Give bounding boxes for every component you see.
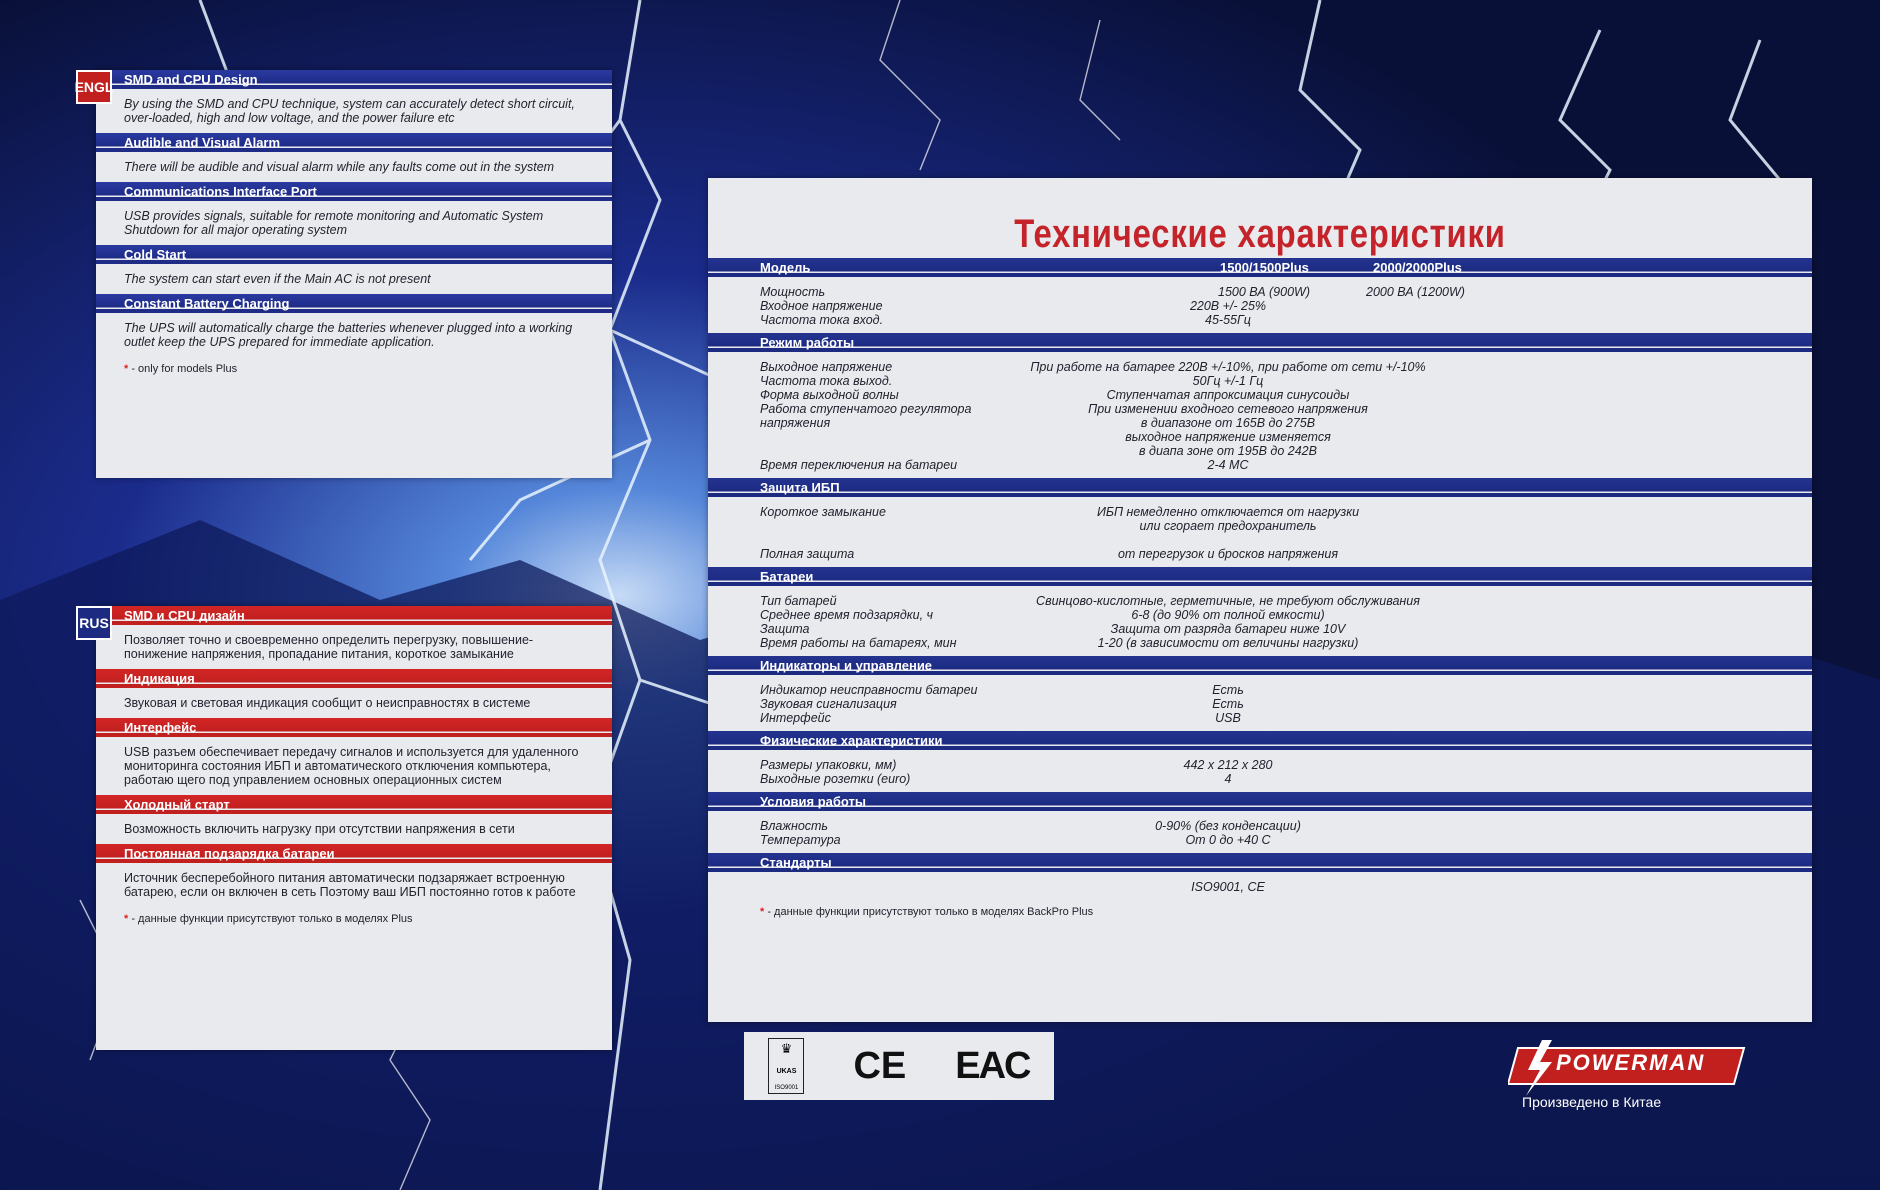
model-1500: 1500/1500Plus bbox=[1220, 260, 1309, 275]
spec-row bbox=[708, 711, 1812, 725]
spec-row bbox=[708, 313, 1812, 327]
spec-row bbox=[708, 388, 1812, 402]
spec-section-rows bbox=[708, 872, 1812, 900]
spec-row-label: Звуковая сигнализация bbox=[760, 697, 897, 711]
spec-row-label: Выходные розетки (euro) bbox=[760, 772, 911, 786]
russian-sections bbox=[96, 606, 612, 907]
feature-section-body: The UPS will automatically charge the batteries whenever plugged into a working outlet keep the UPS prepared for immediate application. bbox=[124, 321, 573, 349]
footnote-star-icon: * bbox=[124, 363, 129, 375]
spec-row-value: При изменении входного сетевого напряжения bbox=[1088, 402, 1368, 416]
spec-row-value: От 0 до +40 С bbox=[1185, 833, 1271, 847]
spec-rows-general bbox=[708, 277, 1812, 333]
spec-row-value: Ступенчатая аппроксимация синусоиды bbox=[1106, 388, 1350, 402]
spec-row-label: Время работы на батареях, мин bbox=[760, 636, 957, 650]
technical-specs-panel bbox=[708, 178, 1812, 1022]
spec-row-value: ИБП немедленно отключается от нагрузки bbox=[1096, 505, 1360, 519]
feature-section-body: Позволяет точно и своевременно определить перегрузку, повышение-понижение напряжения, пропадание питания, короткое замыкание bbox=[124, 633, 534, 661]
spec-row-label: Работа ступенчатого регулятора bbox=[760, 402, 972, 416]
spec-section-title: Режим работы bbox=[708, 333, 1812, 352]
spec-row-value: выходное напряжение изменяется bbox=[1125, 430, 1331, 444]
brand-name: POWERMAN bbox=[1556, 1050, 1706, 1075]
spec-row-value: USB bbox=[1215, 711, 1241, 725]
spec-row-value: 220В +/- 25% bbox=[1189, 299, 1267, 313]
spec-row bbox=[708, 299, 1812, 313]
feature-section-body: Звуковая и световая индикация сообщит о неисправностях в системе bbox=[124, 696, 531, 710]
spec-row bbox=[708, 402, 1812, 416]
spec-row-label: Тип батарей bbox=[760, 594, 837, 608]
spec-row-label: Частота тока выход. bbox=[760, 374, 893, 388]
spec-section-title: Защита ИБП bbox=[708, 478, 1812, 497]
feature-section-body: The system can start even if the Main AC is not present bbox=[124, 272, 431, 286]
spec-row bbox=[708, 880, 1812, 894]
spec-row bbox=[708, 374, 1812, 388]
spec-section-title: Условия работы bbox=[708, 792, 1812, 811]
spec-row-value: 45-55Гц bbox=[1205, 313, 1251, 327]
feature-section-title: Холодный старт bbox=[96, 795, 612, 814]
spec-section-rows bbox=[708, 352, 1812, 478]
spec-row-label: Полная защита bbox=[760, 547, 855, 561]
spec-row-value: Свинцово-кислотные, герметичные, не требуют обслуживания bbox=[1036, 594, 1420, 608]
spec-row-value: Защита от разряда батареи ниже 10V bbox=[1110, 622, 1346, 636]
spec-row bbox=[708, 505, 1812, 519]
spec-row bbox=[708, 458, 1812, 472]
spec-row bbox=[708, 444, 1812, 458]
spec-footnote: * - данные функции присутствуют только в моделях BackPro Plus bbox=[760, 906, 1094, 918]
model-2000: 2000/2000Plus bbox=[1373, 260, 1462, 275]
made-in-label: Произведено в Китае bbox=[1522, 1094, 1662, 1110]
spec-row-label: Индикатор неисправности батареи bbox=[760, 683, 978, 697]
spec-section-rows bbox=[708, 811, 1812, 853]
feature-section-title: SMD и CPU дизайн bbox=[96, 606, 612, 625]
spec-row-value: или сгорает предохранитель bbox=[1139, 519, 1317, 533]
spec-row-value: от перегрузок и бросков напряжения bbox=[1117, 547, 1339, 561]
feature-section-body: USB разъем обеспечивает передачу сигналов и используется для удаленного мониторинга состояния ИБП и автоматического отключения компьютера, работаю щего под управлением основных операционных систем bbox=[124, 745, 579, 787]
feature-section-title: Audible and Visual Alarm bbox=[96, 133, 612, 152]
feature-section-title: Communications Interface Port bbox=[96, 182, 612, 201]
spec-section-rows bbox=[708, 586, 1812, 656]
spec-row-label: Интерфейс bbox=[760, 711, 831, 725]
spec-row-value: 442 x 212 x 280 bbox=[1183, 758, 1273, 772]
spec-row-label: Форма выходной волны bbox=[760, 388, 899, 402]
spec-row-value: 6-8 (до 90% от полной емкости) bbox=[1131, 608, 1325, 622]
english-language-badge: ENGL bbox=[76, 70, 112, 104]
feature-section-title: Cold Start bbox=[96, 245, 612, 264]
spec-row-value: в диапа зоне от 195В до 242В bbox=[1139, 444, 1317, 458]
spec-section-title: Индикаторы и управление bbox=[708, 656, 1812, 675]
spec-row bbox=[708, 594, 1812, 608]
spec-row bbox=[708, 833, 1812, 847]
spec-row-value: ISO9001, CE bbox=[1191, 880, 1265, 894]
spec-row bbox=[708, 519, 1812, 533]
spec-section-rows bbox=[708, 497, 1812, 567]
spec-section-rows bbox=[708, 750, 1812, 792]
spec-row bbox=[708, 683, 1812, 697]
spec-row-value: в диапазоне от 165В до 275В bbox=[1140, 416, 1316, 430]
spec-row bbox=[708, 758, 1812, 772]
english-footnote: * - only for models Plus bbox=[124, 363, 238, 375]
ukas-crown-icon: ♛ bbox=[780, 1041, 793, 1056]
spec-row-label: Входное напряжение bbox=[760, 299, 883, 313]
russian-footnote: * - данные функции присутствуют только в моделях Plus bbox=[124, 913, 413, 925]
spec-section-title: Батареи bbox=[708, 567, 1812, 586]
spec-row bbox=[708, 636, 1812, 650]
spec-row bbox=[708, 533, 1812, 547]
specs-title: Технические характеристики bbox=[1014, 212, 1506, 256]
spec-row-label: Частота тока вход. bbox=[760, 313, 884, 327]
spec-row-label: Размеры упаковки, мм) bbox=[760, 758, 897, 772]
spec-section-title: Физические характеристики bbox=[708, 731, 1812, 750]
spec-row-label: Среднее время подзарядки, ч bbox=[760, 608, 933, 622]
spec-row bbox=[708, 819, 1812, 833]
spec-row-value: 0-90% (без конденсации) bbox=[1155, 819, 1301, 833]
eac-mark: EAC bbox=[955, 1044, 1030, 1087]
spec-row-label: Влажность bbox=[760, 819, 829, 833]
spec-row bbox=[708, 430, 1812, 444]
spec-row bbox=[708, 608, 1812, 622]
spec-row-label: Короткое замыкание bbox=[760, 505, 886, 519]
russian-features-panel bbox=[79, 606, 612, 1050]
feature-section-body: By using the SMD and CPU technique, system can accurately detect short circuit, over-loaded, high and low voltage, and the power failure etc bbox=[124, 97, 575, 125]
spec-row-label: напряжения bbox=[760, 416, 831, 430]
spec-row-value: Есть bbox=[1212, 697, 1244, 711]
footnote-star-icon: * bbox=[760, 906, 765, 918]
english-sections bbox=[96, 70, 612, 357]
certification-logos bbox=[744, 1032, 1054, 1100]
feature-section-body: USB provides signals, suitable for remote monitoring and Automatic System Shutdown for all major operating system bbox=[124, 209, 544, 237]
feature-section-title: Индикация bbox=[96, 669, 612, 688]
spec-row bbox=[708, 622, 1812, 636]
model-label: Модель bbox=[760, 260, 811, 275]
spec-sections bbox=[708, 333, 1812, 900]
spec-row-label: Выходное напряжение bbox=[760, 360, 893, 374]
spec-header-model bbox=[708, 258, 1812, 277]
spec-row bbox=[708, 547, 1812, 561]
spec-row-value: При работе на батарее 220В +/-10%, при работе от сети +/-10% bbox=[1030, 360, 1426, 374]
feature-section-body: Возможность включить нагрузку при отсутствии напряжения в сети bbox=[124, 822, 515, 836]
ukas-iso-logo: ♛ UKAS ISO9001 bbox=[768, 1038, 804, 1094]
feature-section-title: SMD and CPU Design bbox=[96, 70, 612, 89]
spec-section-title: Стандарты bbox=[708, 853, 1812, 872]
spec-row bbox=[708, 416, 1812, 430]
spec-row-value: 4 bbox=[1224, 772, 1232, 786]
feature-section-body: There will be audible and visual alarm while any faults come out in the system bbox=[124, 160, 555, 174]
russian-language-badge: RUS bbox=[76, 606, 112, 640]
spec-section-rows bbox=[708, 675, 1812, 731]
spec-row bbox=[708, 360, 1812, 374]
spec-row-label: Температура bbox=[760, 833, 841, 847]
english-features-panel bbox=[74, 70, 612, 478]
feature-section-title: Интерфейс bbox=[96, 718, 612, 737]
spec-row-label: Время переключения на батареи bbox=[760, 458, 958, 472]
ce-mark: CE bbox=[853, 1044, 907, 1087]
spec-row-value: 50Гц +/-1 Гц bbox=[1192, 374, 1264, 388]
feature-section-title: Постоянная подзарядка батареи bbox=[96, 844, 612, 863]
footnote-star-icon: * bbox=[124, 913, 129, 925]
spec-row bbox=[708, 697, 1812, 711]
feature-section-title: Constant Battery Charging bbox=[96, 294, 612, 313]
spec-row bbox=[708, 772, 1812, 786]
spec-row-value: 1-20 (в зависимости от величины нагрузки) bbox=[1097, 636, 1359, 650]
spec-row-value: Есть bbox=[1212, 683, 1244, 697]
spec-input-rows bbox=[708, 299, 1812, 327]
spec-row-label: Защита bbox=[760, 622, 810, 636]
spec-row-value: 2-4 МС bbox=[1207, 458, 1249, 472]
feature-section-body: Источник бесперебойного питания автоматически подзаряжает встроенную батарею, если он включен в сеть Поэтому ваш ИБП постоянно готов к работе bbox=[124, 871, 576, 899]
spec-row-power: Мощность 1500 ВА (900W) 2000 ВА (1200W) bbox=[760, 285, 1465, 299]
